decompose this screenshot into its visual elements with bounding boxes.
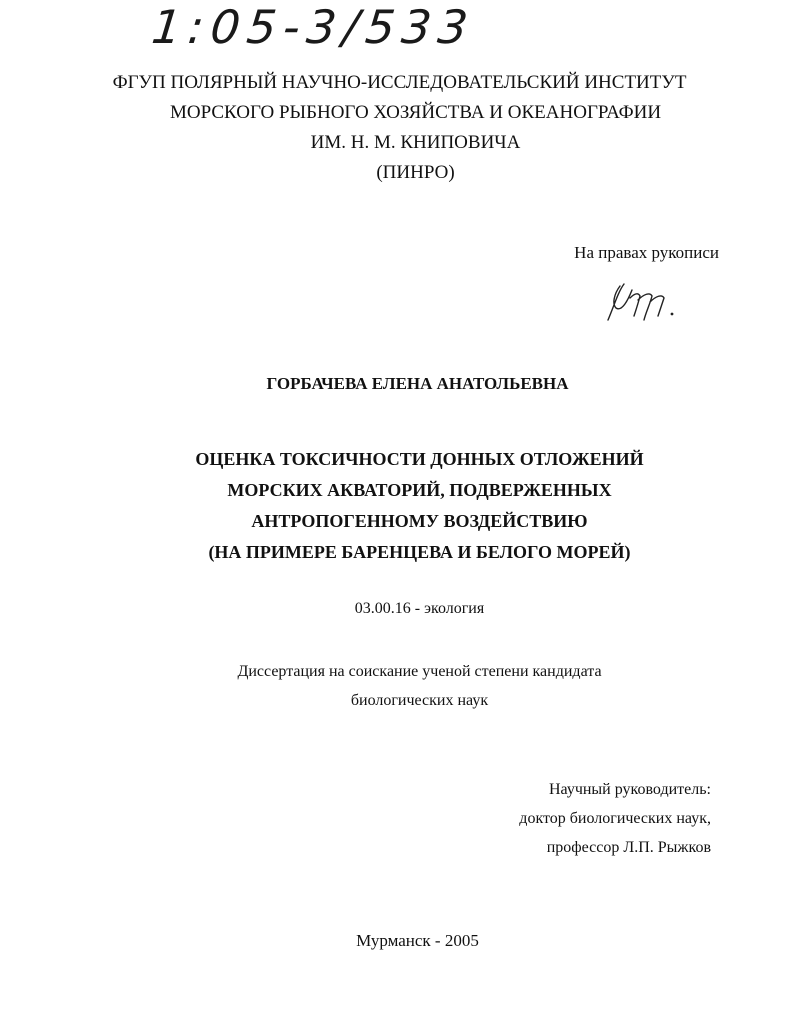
place-year: Мурманск - 2005 (356, 931, 479, 950)
supervisor-degree: доктор биологических наук, (519, 810, 711, 827)
degree-line-2: биологических наук (350, 692, 489, 709)
author-name: ГОРБАЧЕВА ЕЛЕНА АНАТОЛЬЕВНА (266, 374, 569, 393)
supervisor-name: профессор Л.П. Рыжков (546, 839, 711, 856)
title-line-3: АНТРОПОГЕННОМУ ВОЗДЕЙСТВИЮ (251, 511, 588, 531)
institution-line-3: ИМ. Н. М. КНИПОВИЧА (310, 132, 521, 153)
handwritten-archive-number: 1:05-3/533 (149, 0, 478, 54)
degree-line-1: Диссертация на соискание ученой степени кандидата (237, 663, 602, 680)
institution-line-4: (ПИНРО) (376, 162, 455, 183)
institution-line-2: МОРСКОГО РЫБНОГО ХОЗЯЙСТВА И ОКЕАНОГРАФИИ (169, 102, 662, 123)
supervisor-label: Научный руководитель: (548, 781, 711, 798)
title-line-2: МОРСКИХ АКВАТОРИЙ, ПОДВЕРЖЕННЫХ (227, 480, 612, 500)
rights-note: На правах рукописи (574, 243, 719, 262)
title-line-1: ОЦЕНКА ТОКСИЧНОСТИ ДОННЫХ ОТЛОЖЕНИЙ (195, 449, 644, 469)
institution-line-1: ФГУП ПОЛЯРНЫЙ НАУЧНО-ИССЛЕДОВАТЕЛЬСКИЙ ИНСТИТУТ (112, 72, 687, 93)
title-line-4: (НА ПРИМЕРЕ БАРЕНЦЕВА И БЕЛОГО МОРЕЙ) (208, 542, 631, 562)
specialty-code: 03.00.16 - экология (354, 600, 485, 617)
signature-mark (594, 280, 680, 324)
